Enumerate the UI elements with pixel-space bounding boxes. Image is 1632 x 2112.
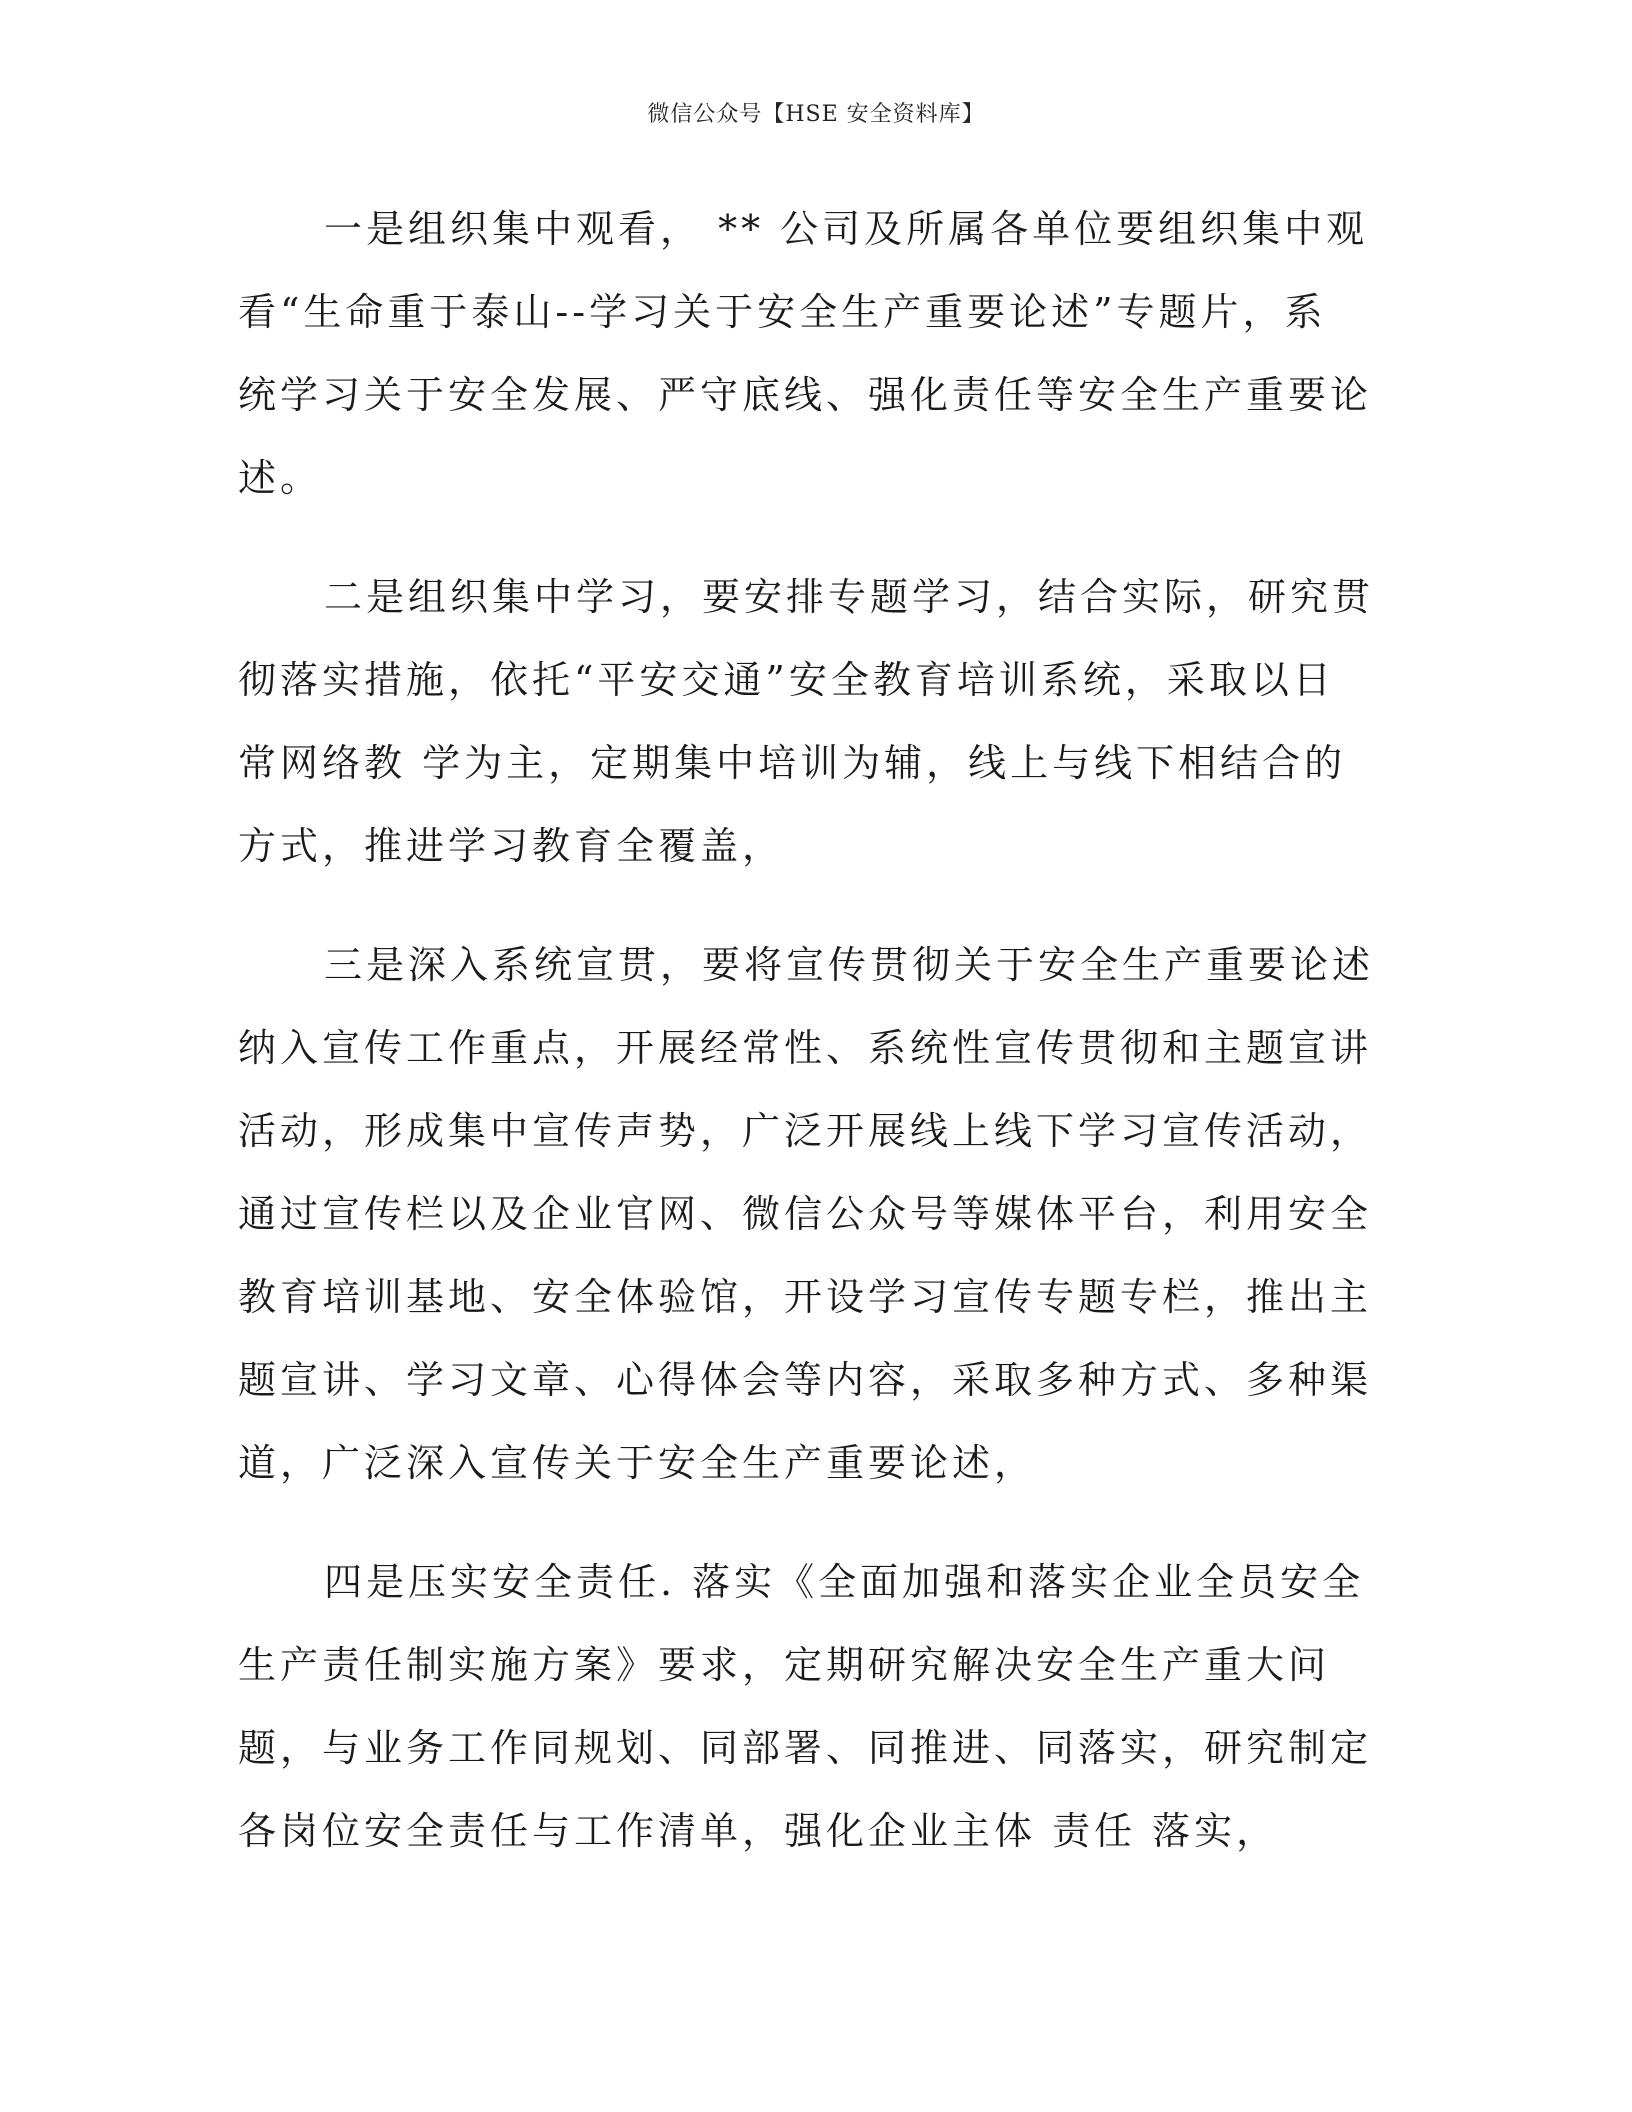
- paragraph-line: 二是组织集中学习，要安排专题学习，结合实际，研究贯: [324, 575, 1375, 619]
- paragraph-line: 题宣讲、学习文章、心得体会等内容，采取多种方式、多种渠: [238, 1358, 1373, 1402]
- paragraph-line: 统学习关于安全发展、严守底线、强化责任等安全生产重要论: [238, 373, 1373, 417]
- paragraph-line: 题，与业务工作同规划、同部署、同推进、同落实，研究制定: [238, 1726, 1373, 1770]
- paragraph-line: 通过宣传栏以及企业官网、微信公众号等媒体平台，利用安全: [238, 1192, 1373, 1236]
- document-body: [238, 188, 1378, 1909]
- paragraph-line: 生产责任制实施方案》要求，定期研究解决安全生产重大问: [238, 1643, 1331, 1687]
- paragraph-line: 三是深入系统宣贯，要将宣传贯彻关于安全生产重要论述: [324, 943, 1375, 987]
- paragraph-4: [238, 1541, 1378, 1873]
- paragraph-line: 纳入宣传工作重点，开展经常性、系统性宣传贯彻和主题宣讲: [238, 1026, 1373, 1070]
- paragraph-line: 常网络教 学为主，定期集中培训为辅，线上与线下相结合的: [238, 741, 1347, 785]
- paragraph-2: [238, 556, 1378, 888]
- paragraph-line: 看“生命重于泰山--学习关于安全生产重要论述”专题片，系: [238, 290, 1327, 334]
- paragraph-1: [238, 188, 1378, 520]
- paragraph-line: 彻落实措施，依托“平安交通”安全教育培训系统，采取以日: [238, 658, 1335, 702]
- paragraph-line: 道，广泛深入宣传关于安全生产重要论述，: [238, 1441, 1037, 1485]
- paragraph-line: 述。: [238, 456, 323, 500]
- paragraph-line: 各岗位安全责任与工作清单，强化企业主体 责任 落实，: [238, 1809, 1279, 1853]
- paragraph-line: 一是组织集中观看， ** 公司及所属各单位要组织集中观: [324, 207, 1369, 251]
- paragraph-line: 活动，形成集中宣传声势，广泛开展线上线下学习宣传活动，: [238, 1109, 1373, 1153]
- page-header: 微信公众号【HSE 安全资料库】: [647, 102, 985, 127]
- paragraph-line: 方式，推进学习教育全覆盖，: [238, 824, 785, 868]
- paragraph-line: 四是压实安全责任. 落实《全面加强和落实企业全员安全: [324, 1560, 1365, 1604]
- paragraph-3: [238, 924, 1378, 1505]
- paragraph-line: 教育培训基地、安全体验馆，开设学习宣传专题专栏，推出主: [238, 1275, 1373, 1319]
